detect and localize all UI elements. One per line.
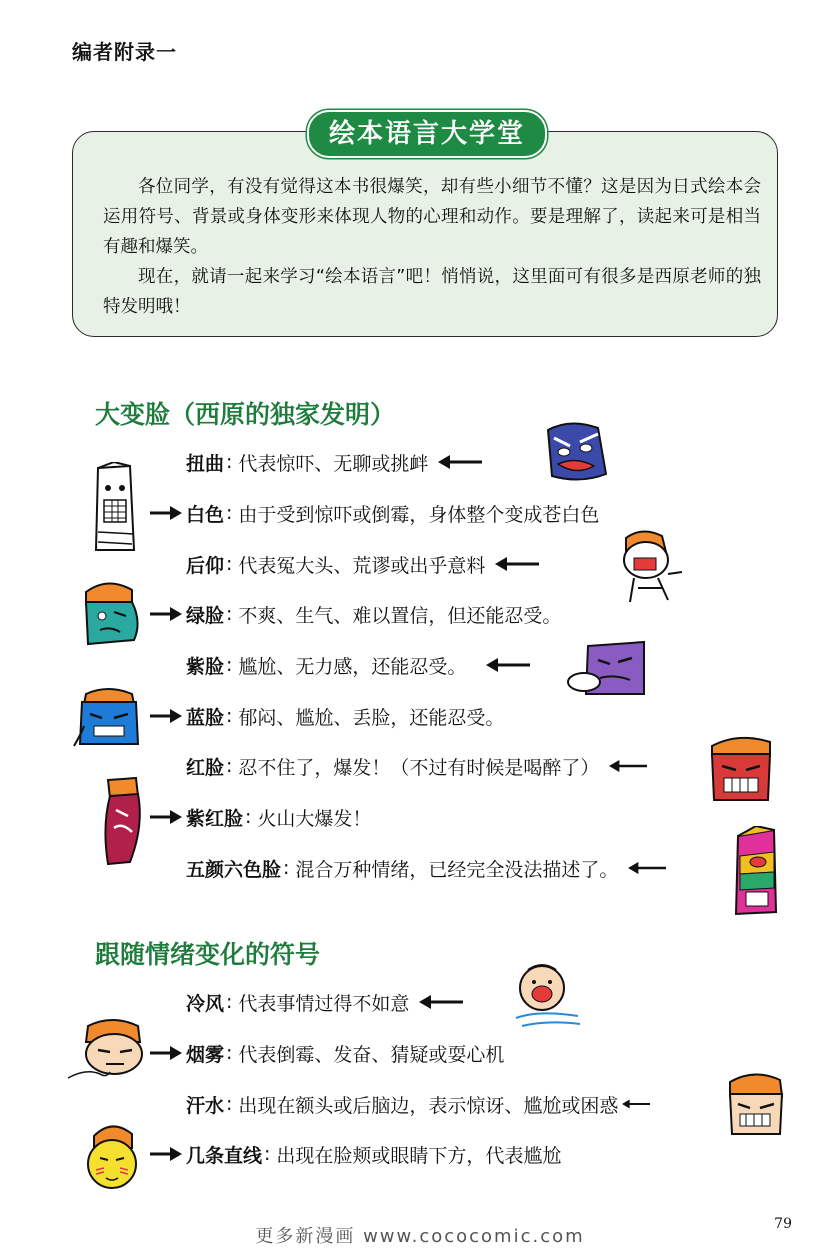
purple-red-face-icon xyxy=(100,776,144,866)
blush-lines-face-icon xyxy=(82,1120,142,1192)
term-description: 忍不住了，爆发！（不过有时候是喝醉了） xyxy=(238,756,600,779)
arrow-right-icon xyxy=(150,502,182,524)
arrow-left-icon xyxy=(622,1093,650,1115)
term-description: 出现在额头或后脑边，表示惊讶、尴尬或困惑 xyxy=(238,1094,619,1117)
list-item-green: 绿脸 : 不爽、生气、难以置信，但还能忍受。 xyxy=(150,599,561,629)
list-item-white: 白色 : 由于受到惊吓或倒霉，身体整个变成苍白色 xyxy=(150,498,599,528)
list-item-straight-lines: 几条直线 : 出现在脸颊或眼睛下方，代表尴尬 xyxy=(150,1139,561,1169)
term-description: 不爽、生气、难以置信，但还能忍受。 xyxy=(238,604,562,627)
list-item-multicolor: 五颜六色脸 : 混合万种情绪，已经完全没法描述了。 xyxy=(150,853,666,883)
intro-paragraph-2: 现在，就请一起来学习“绘本语言”吧！悄悄说，这里面可有很多是西原老师的独特发明哦！ xyxy=(103,267,761,317)
term-label: 五颜六色脸 xyxy=(186,858,282,881)
term-description: 尴尬、无力感，还能忍受。 xyxy=(238,655,467,678)
arrow-left-icon xyxy=(419,991,463,1013)
list-item-red: 红脸 : 忍不住了，爆发！（不过有时候是喝醉了） xyxy=(150,751,647,781)
list-item-twist: 扭曲 : 代表惊吓、无聊或挑衅 xyxy=(150,447,482,477)
twisted-face-icon xyxy=(540,418,610,486)
arrow-left-icon xyxy=(476,654,540,676)
term-label: 烟雾 xyxy=(186,1043,225,1066)
arrow-left-icon xyxy=(609,755,647,777)
term-description: 代表事情过得不如意 xyxy=(238,992,410,1015)
term-description: 混合万种情绪，已经完全没法描述了。 xyxy=(295,858,619,881)
smoke-face-icon xyxy=(66,1016,148,1082)
intro-title-pill: 绘本语言大学堂 xyxy=(307,110,547,158)
purple-face-icon xyxy=(566,640,646,696)
leaning-back-face-icon xyxy=(612,528,684,608)
arrow-right-icon xyxy=(150,1042,182,1064)
term-description: 出现在脸颊或眼睛下方，代表尴尬 xyxy=(276,1144,562,1167)
section-title-face-change: 大变脸（西原的独家发明） xyxy=(95,400,396,429)
term-label: 汗水 xyxy=(186,1094,225,1117)
term-label: 紫红脸 xyxy=(186,807,244,830)
green-face-icon xyxy=(80,578,142,650)
term-description: 火山大爆发！ xyxy=(257,807,372,830)
appendix-header: 编者附录一 xyxy=(72,40,177,64)
term-label: 蓝脸 xyxy=(186,706,225,729)
arrow-left-icon xyxy=(438,451,482,473)
intro-box xyxy=(72,131,778,337)
blue-face-icon xyxy=(72,686,144,748)
term-label: 紫脸 xyxy=(186,655,225,678)
term-label: 后仰 xyxy=(186,554,225,577)
arrow-left-icon xyxy=(495,553,539,575)
term-label: 绿脸 xyxy=(186,604,225,627)
intro-paragraph-1: 各位同学，有没有觉得这本书很爆笑，却有些小细节不懂？这是因为日式绘本会运用符号、背景或身体变形来体现人物的心理和动作。要是理解了，读起来可是相当有趣和爆笑。 xyxy=(103,177,761,257)
term-description: 代表冤大头、荒谬或出乎意料 xyxy=(238,554,486,577)
term-description: 郁闷、尴尬、丢脸，还能忍受。 xyxy=(238,706,505,729)
term-label: 白色 xyxy=(186,503,225,526)
white-face-icon xyxy=(88,462,140,554)
arrow-right-icon xyxy=(150,1143,182,1165)
red-face-icon xyxy=(708,734,774,804)
term-description: 代表倒霉、发奋、猜疑或耍心机 xyxy=(238,1043,505,1066)
term-label: 红脸 xyxy=(186,756,225,779)
list-item-smoke: 烟雾 : 代表倒霉、发奋、猜疑或耍心机 xyxy=(150,1038,504,1068)
term-description: 代表惊吓、无聊或挑衅 xyxy=(238,452,429,475)
list-item-sweat: 汗水 : 出现在额头或后脑边，表示惊讶、尴尬或困惑 xyxy=(150,1089,650,1119)
arrow-left-icon xyxy=(628,857,666,879)
watermark-footer: 更多新漫画 www.cococomic.com xyxy=(255,1226,585,1247)
list-item-purple: 紫脸 : 尴尬、无力感，还能忍受。 xyxy=(150,650,540,680)
term-description: 由于受到惊吓或倒霉，身体整个变成苍白色 xyxy=(238,503,600,526)
page-number: 79 xyxy=(774,1216,792,1232)
arrow-right-icon xyxy=(150,806,182,828)
arrow-right-icon xyxy=(150,603,182,625)
term-label: 几条直线 xyxy=(186,1144,263,1167)
multicolor-face-icon xyxy=(732,826,780,916)
term-label: 扭曲 xyxy=(186,452,225,475)
list-item-cold-wind: 冷风 : 代表事情过得不如意 xyxy=(150,987,463,1017)
list-item-purple-red: 紫红脸 : 火山大爆发！ xyxy=(150,802,371,832)
sweat-face-icon xyxy=(724,1070,786,1138)
arrow-right-icon xyxy=(150,705,182,727)
list-item-blue: 蓝脸 : 郁闷、尴尬、丢脸，还能忍受。 xyxy=(150,701,504,731)
list-item-lean-back: 后仰 : 代表冤大头、荒谬或出乎意料 xyxy=(150,549,539,579)
cold-wind-face-icon xyxy=(508,958,582,1032)
section-title-symbols: 跟随情绪变化的符号 xyxy=(95,940,321,969)
term-label: 冷风 xyxy=(186,992,225,1015)
